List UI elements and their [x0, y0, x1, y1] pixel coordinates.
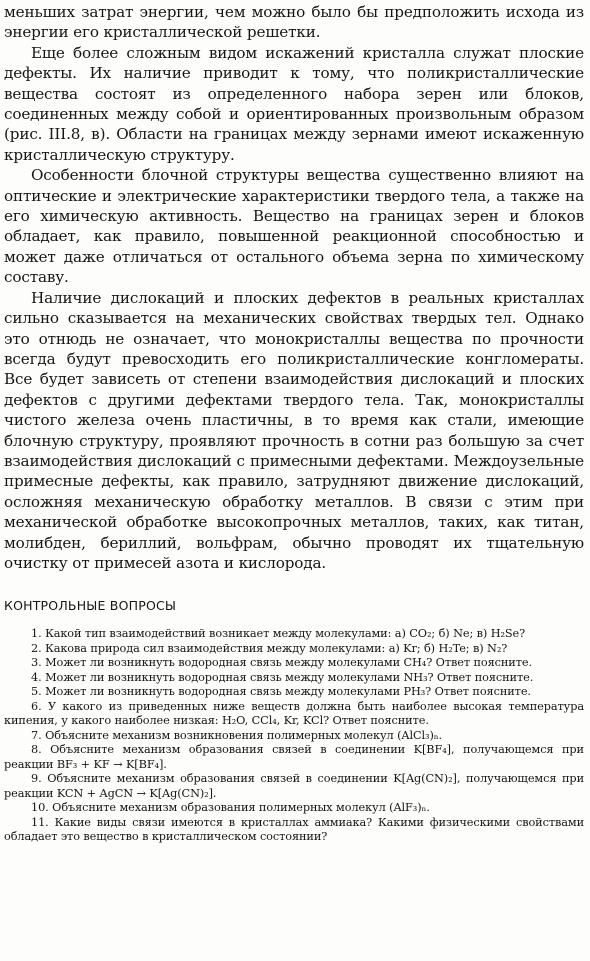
question-item: 11. Какие виды связи имеются в кристаллах аммиака? Какими физическими свойствами обладает это вещество в кристаллическом состоянии?: [4, 815, 584, 843]
question-item: 9. Объясните механизм образования связей в соединении K[Ag(CN)₂], получающемся при реакции KCN + AgCN → K[Ag(CN)₂].: [4, 772, 584, 800]
section-heading: КОНТРОЛЬНЫЕ ВОПРОСЫ: [4, 598, 177, 613]
question-list: [4, 627, 584, 845]
question-item: 4. Может ли возникнуть водородная связь между молекулами NH₃? Ответ поясните.: [31, 670, 534, 684]
question-item: 5. Может ли возникнуть водородная связь между молекулами PH₃? Ответ поясните.: [31, 685, 531, 698]
paragraph-continued: меньших затрат энергии, чем можно было бы предположить исхода из энергии его кристаллической решетки.: [4, 3, 584, 42]
question-item: 3. Может ли возникнуть водородная связь между молекулами CH₄? Ответ поясните.: [31, 656, 532, 669]
paragraph-dislocations: Наличие дислокаций и плоских дефектов в реальных кристаллах сильно сказывается на механических свойствах твердых тел. Однако это отнюдь не означает, что монокристаллы вещества по прочности всегда будут превосходить его поликристаллические конгломераты. Все будет зависеть от степени взаимодействия дислокаций и плоских дефектов с другими дефектами твердого тела. Так, монокристаллы чистого железа очень пластичны, в то время как стали, имеющие блочную структуру, проявляют прочность в сотни раз большую за счет взаимодействия дислокаций с примесными дефектами. Междоузельные примесные дефекты, как правило, затрудняют движение дислокаций, осложняя механическую обработку металлов. В связи с этим при механической обработке высокопрочных металлов, таких, как титан, молибден, бериллий, вольфрам, обычно проводят их тщательную очистку от примесей азота и кислорода.: [4, 288, 584, 572]
paragraph-planar-defects: Еще более сложным видом искажений кристалла служат плоские дефекты. Их наличие приводит к тому, что поликристаллические вещества состоят из определенного набора зерен или блоков, соединенных между собой и ориентированных произвольным образом (рис. III.8, в). Области на границах между зернами имеют искаженную кристаллическую структуру.: [4, 43, 584, 164]
question-item: 10. Объясните механизм образования полимерных молекул (AlF₃)ₙ.: [31, 801, 430, 814]
question-item: 7. Объясните механизм возникновения полимерных молекул (AlCl₃)ₙ.: [31, 728, 443, 742]
question-item: 1. Какой тип взаимодействий возникает между молекулами: а) CO₂; б) Ne; в) H₂Se?: [31, 627, 526, 640]
question-item: 6. У какого из приведенных ниже веществ должна быть наиболее высокая температура кипения, у какого наиболее низкая: H₂O, CCl₄, Kr, KCl? Ответ поясните.: [4, 699, 584, 727]
body-text: [4, 2, 584, 573]
paragraph-block-structure: Особенности блочной структуры вещества существенно влияют на оптические и электрические характеристики твердого тела, а также на его химическую активность. Вещество на границах зерен и блоков обладает, как правило, повышенной реакционной способностью и может даже отличаться от остального объема зерна по химическому составу.: [4, 166, 584, 287]
question-item: 8. Объясните механизм образования связей в соединении K[BF₄], получающемся при реакции BF₃ + KF → K[BF₄].: [4, 743, 584, 771]
question-item: 2. Какова природа сил взаимодействия между молекулами: а) Kr; б) H₂Te; в) N₂?: [31, 641, 508, 655]
